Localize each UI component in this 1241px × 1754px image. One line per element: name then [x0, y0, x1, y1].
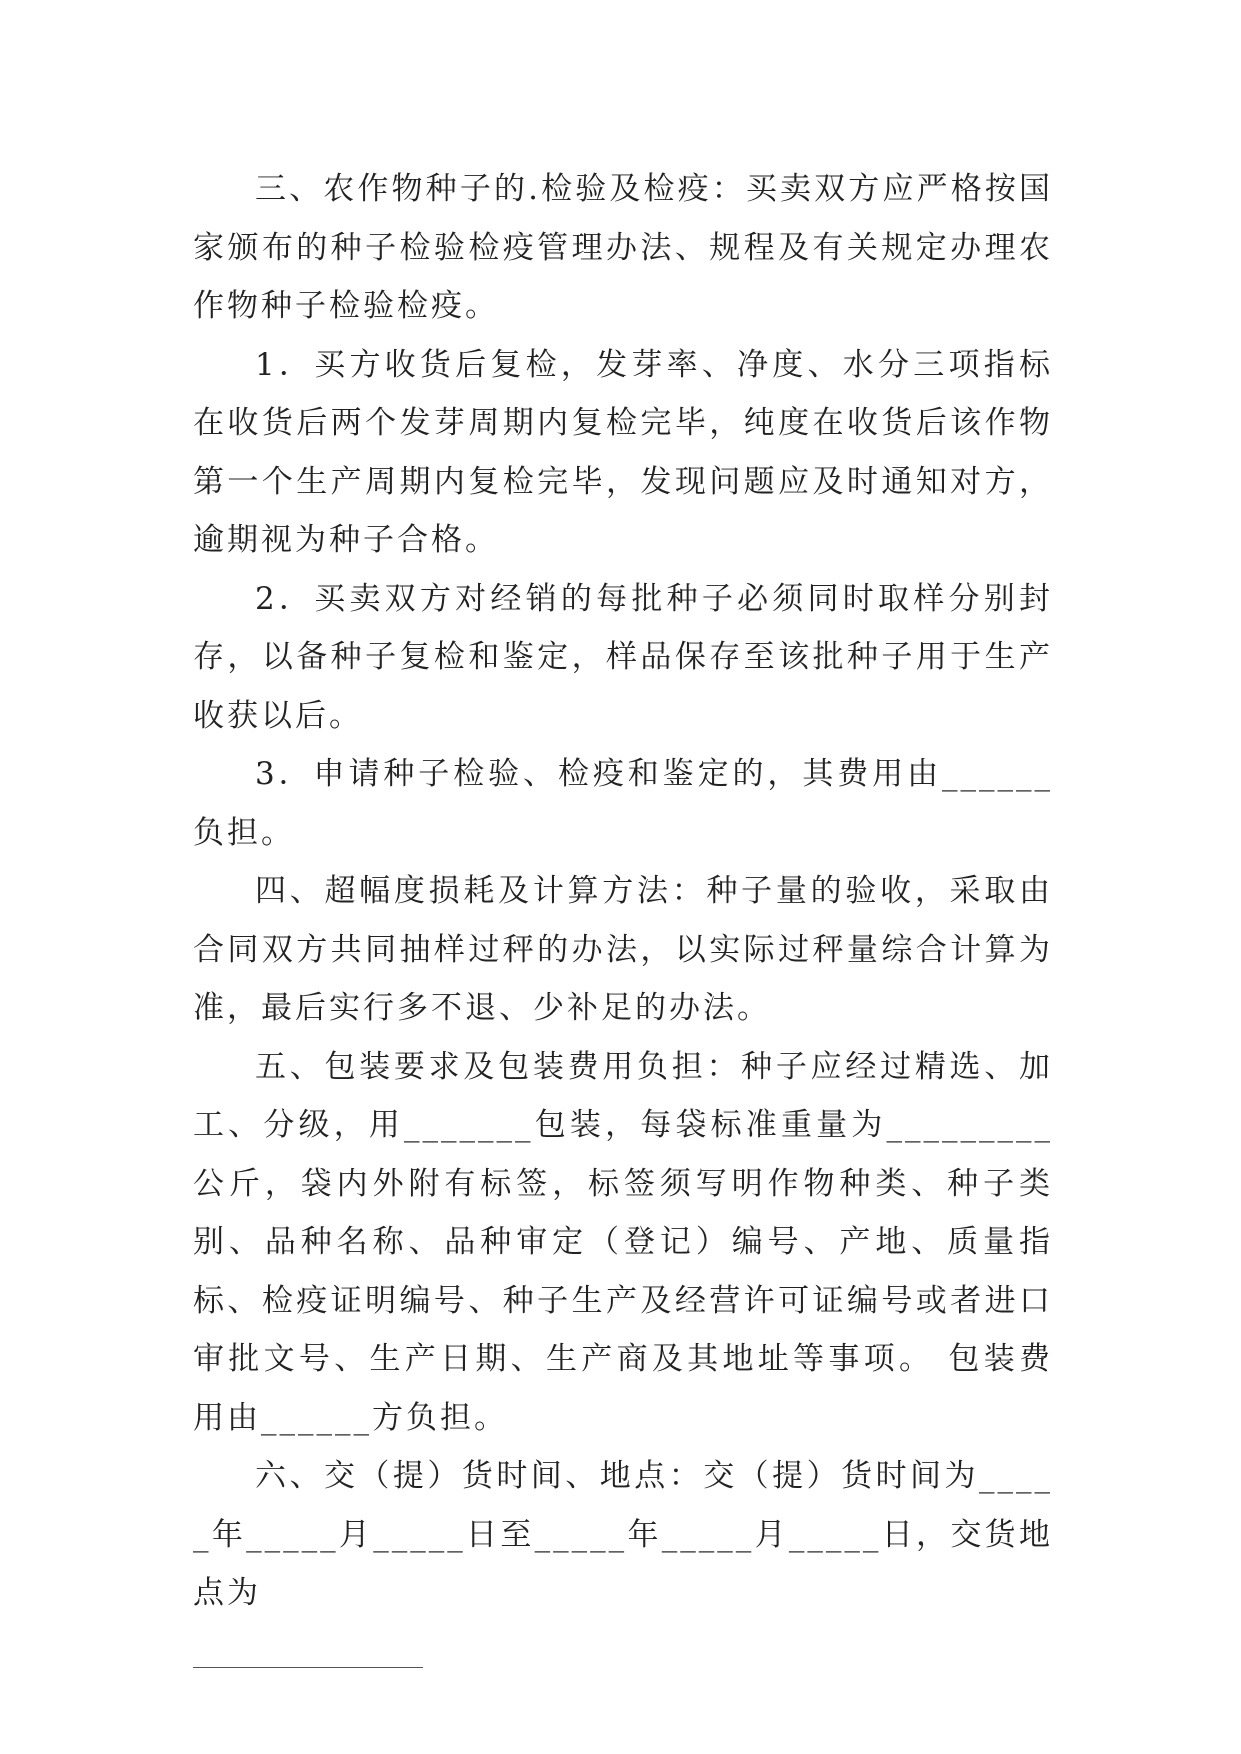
document-body [193, 160, 1053, 1668]
paragraph-text: 五、包装要求及包装费用负担：种子应经过精选、加工、分级，用_______包装，每袋标准重量为_________公斤，袋内外附有标签，标签须写明作物种类、种子类别、品种名称、品种审定（登记）编号、产地、质量指标、检疫证明编号、种子生产及经营许可证编号或者进口审批文号、生产日期、生产商及其地址等事项。 包装费用由______方负担。 [193, 1048, 1053, 1436]
paragraph-section-three [193, 160, 1053, 336]
paragraph-text: 1．买方收货后复检，发芽率、净度、水分三项指标在收货后两个发芽周期内复检完毕，纯度在收货后该作物第一个生产周期内复检完毕，发现问题应及时通知对方，逾期视为种子合格。 [193, 346, 1053, 558]
paragraph-section-six [193, 1447, 1053, 1623]
paragraph-text: 3．申请种子检验、检疫和鉴定的，其费用由______负担。 [193, 756, 1053, 851]
paragraph-text: 2．买卖双方对经销的每批种子必须同时取样分别封存，以备种子复检和鉴定，样品保存至该批种子用于生产收获以后。 [193, 580, 1053, 734]
paragraph-section-four [193, 862, 1053, 1038]
paragraph-item-1 [193, 336, 1053, 570]
paragraph-item-3 [193, 745, 1053, 862]
paragraph-item-2 [193, 570, 1053, 746]
paragraph-section-five [193, 1038, 1053, 1448]
blank-fill-line [193, 1667, 423, 1668]
paragraph-text: 四、超幅度损耗及计算方法：种子量的验收，采取由合同双方共同抽样过秤的办法，以实际过秤量综合计算为准，最后实行多不退、少补足的办法。 [193, 873, 1053, 1026]
paragraph-text: 六、交（提）货时间、地点：交（提）货时间为_____年_____月_____日至_____年_____月_____日，交货地点为 [193, 1458, 1053, 1611]
paragraph-text: 三、农作物种子的.检验及检疫：买卖双方应严格按国家颁布的种子检验检疫管理办法、规程及有关规定办理农作物种子检验检疫。 [193, 171, 1053, 324]
